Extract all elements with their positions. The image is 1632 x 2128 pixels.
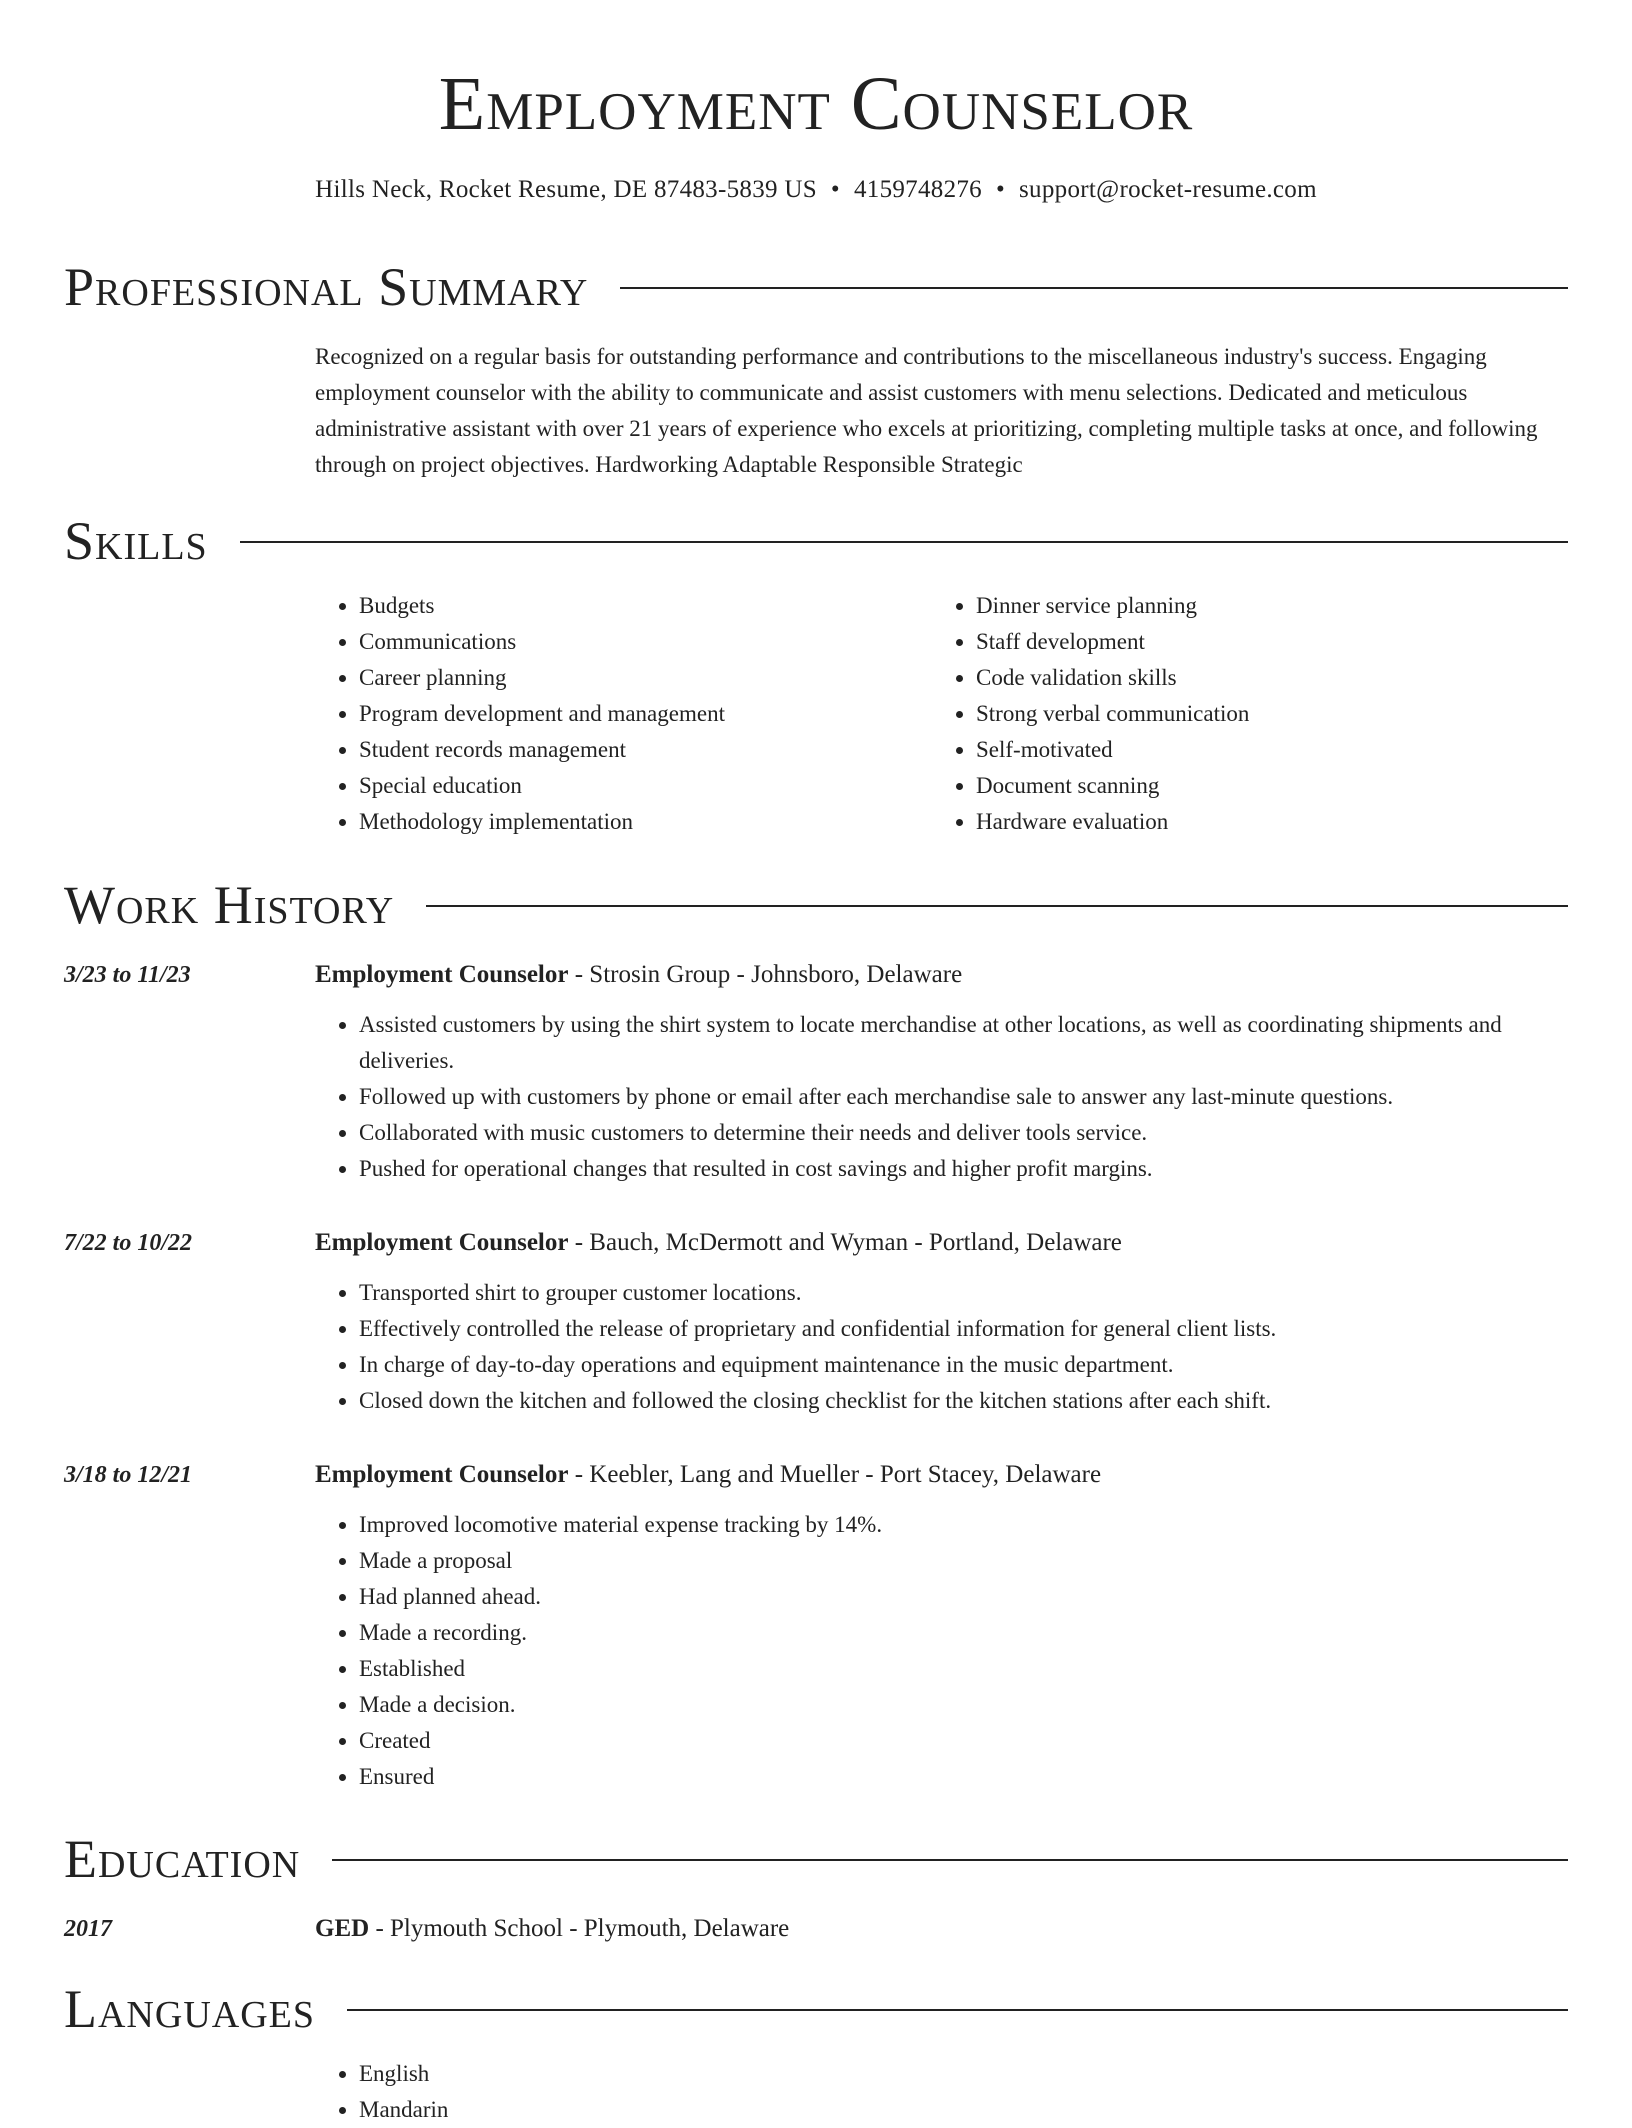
education-school: - Plymouth School - Plymouth, Delaware <box>369 1915 790 1942</box>
skill-item: • Student records management <box>359 732 932 768</box>
job-duty: • Effectively controlled the release of proprietary and confidential information for general client lists. <box>359 1311 1568 1347</box>
job-duty: • Pushed for operational changes that resulted in cost savings and higher profit margins. <box>359 1151 1568 1187</box>
job-title: Employment Counselor <box>315 1461 569 1488</box>
section-divider <box>332 1859 1568 1861</box>
job-duty: • Collaborated with music customers to determine their needs and deliver tools service. <box>359 1115 1568 1151</box>
job-heading <box>315 1457 1568 1493</box>
section-header <box>64 257 1568 317</box>
contact-email[interactable]: support@rocket-resume.com <box>1019 176 1317 203</box>
job-title: Employment Counselor <box>315 1229 569 1256</box>
job-company: - Keebler, Lang and Mueller - Port Stacey, Delaware <box>568 1461 1102 1488</box>
contact-phone[interactable]: 4159748276 <box>853 176 982 203</box>
skill-item: • Methodology implementation <box>359 804 932 840</box>
contact-separator: • <box>830 176 840 203</box>
skill-item: • Strong verbal communication <box>976 696 1549 732</box>
skills-column-left <box>315 588 932 840</box>
languages-section <box>64 1979 1568 2128</box>
education-heading <box>315 1911 1568 1947</box>
job-duties <box>315 1275 1568 1419</box>
job-duty: • Made a recording. <box>359 1615 1568 1651</box>
languages-list <box>315 2056 1568 2128</box>
job-company: - Strosin Group - Johnsboro, Delaware <box>568 961 963 988</box>
skill-item: • Dinner service planning <box>976 588 1549 624</box>
section-divider <box>347 2009 1568 2011</box>
skill-item: • Code validation skills <box>976 660 1549 696</box>
job-duty: • Had planned ahead. <box>359 1579 1568 1615</box>
language-item: • Mandarin <box>359 2092 1568 2128</box>
work-history-section <box>64 875 1568 935</box>
job-duty: • In charge of day-to-day operations and equipment maintenance in the music department. <box>359 1347 1568 1383</box>
section-header <box>64 1979 1568 2039</box>
skills-list <box>315 588 1568 840</box>
education-degree: GED <box>315 1915 370 1942</box>
job-duties <box>315 1507 1568 1795</box>
skills-column-right <box>932 588 1549 840</box>
job-title: Employment Counselor <box>315 961 569 988</box>
job-company: - Bauch, McDermott and Wyman - Portland, Delaware <box>568 1229 1122 1256</box>
job-duty: • Followed up with customers by phone or email after each merchandise sale to answer any last-minute questions. <box>359 1079 1568 1115</box>
skill-item: • Budgets <box>359 588 932 624</box>
contact-line <box>0 176 1632 204</box>
job-duty: • Created <box>359 1723 1568 1759</box>
section-title: Work History <box>64 875 395 935</box>
candidate-name: Employment Counselor <box>438 62 1194 146</box>
job-entry <box>64 1225 1568 1419</box>
job-duty: • Made a proposal <box>359 1543 1568 1579</box>
section-title: Skills <box>64 511 208 571</box>
job-duty: • Transported shirt to grouper customer locations. <box>359 1275 1568 1311</box>
skill-item: • Program development and management <box>359 696 932 732</box>
contact-address: Hills Neck, Rocket Resume, DE 87483-5839 US <box>315 176 817 203</box>
education-entry <box>64 1911 1568 1961</box>
skill-item: • Communications <box>359 624 932 660</box>
skill-item: • Hardware evaluation <box>976 804 1549 840</box>
section-title: Education <box>64 1829 301 1889</box>
section-divider <box>240 541 1568 543</box>
skills-section <box>64 511 1568 840</box>
section-title: Professional Summary <box>64 257 589 317</box>
job-duty: • Ensured <box>359 1759 1568 1795</box>
job-dates: 3/18 to 12/21 <box>64 1462 193 1488</box>
skill-item: • Career planning <box>359 660 932 696</box>
job-entry <box>64 957 1568 1187</box>
section-divider <box>620 287 1568 289</box>
job-dates: 3/23 to 11/23 <box>64 962 191 988</box>
job-duty: • Established <box>359 1651 1568 1687</box>
job-entry <box>64 1457 1568 1795</box>
education-year: 2017 <box>64 1916 112 1942</box>
section-header <box>64 511 1568 571</box>
skill-item: • Staff development <box>976 624 1549 660</box>
skill-item: • Document scanning <box>976 768 1549 804</box>
job-heading <box>315 957 1568 993</box>
summary-section <box>64 257 1568 483</box>
job-duty: • Improved locomotive material expense tracking by 14%. <box>359 1507 1568 1543</box>
section-title: Languages <box>64 1979 315 2039</box>
skill-item: • Special education <box>359 768 932 804</box>
section-header <box>64 1829 1568 1889</box>
job-duty: • Assisted customers by using the shirt system to locate merchandise at other locations, as well as coordinating shipments and deliveries. <box>359 1007 1568 1079</box>
summary-text: Recognized on a regular basis for outstanding performance and contributions to the miscellaneous industry's success. Engaging employment counselor with the ability to communicate and assist customers with menu selections. Dedicated and meticulous administrative assistant with over 21 years of experience who excels at prioritizing, completing multiple tasks at once, and following through on project objectives. Hardworking Adaptable Responsible Strategic <box>315 344 1538 477</box>
contact-separator: • <box>995 176 1006 203</box>
section-divider <box>426 905 1568 907</box>
section-header <box>64 875 1568 935</box>
job-heading <box>315 1225 1568 1261</box>
language-item: • English <box>359 2056 1568 2092</box>
job-duty: • Closed down the kitchen and followed the closing checklist for the kitchen stations after each shift. <box>359 1383 1568 1419</box>
job-duty: • Made a decision. <box>359 1687 1568 1723</box>
job-dates: 7/22 to 10/22 <box>64 1230 193 1256</box>
education-section <box>64 1829 1568 1889</box>
job-duties <box>315 1007 1568 1187</box>
skill-item: • Self-motivated <box>976 732 1549 768</box>
